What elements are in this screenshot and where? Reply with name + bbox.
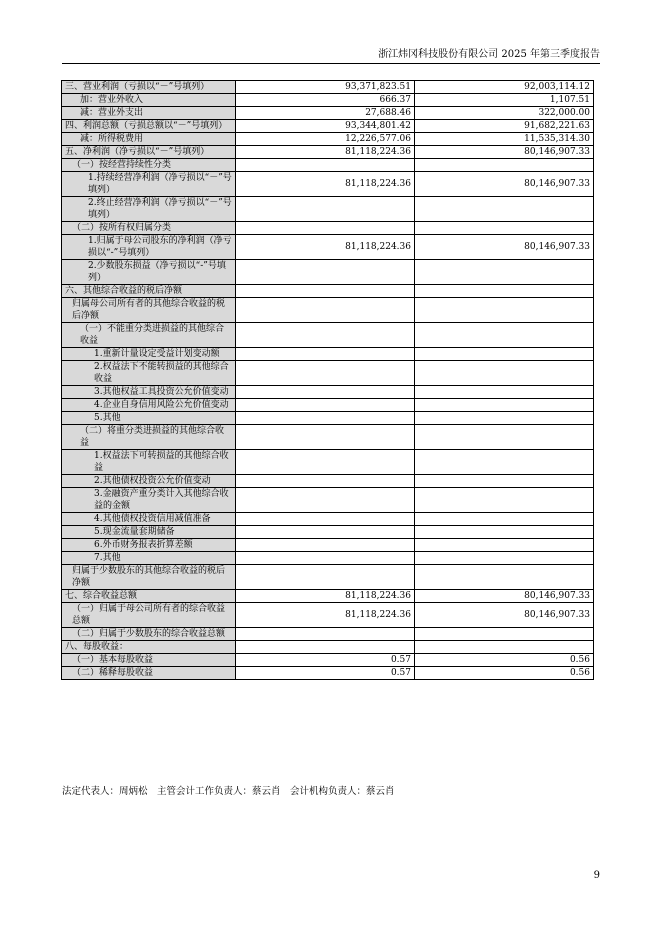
current-period-value: [236, 475, 415, 488]
table-row: [62, 513, 594, 526]
current-period-value: 81,118,224.36: [236, 590, 415, 603]
current-period-value: [236, 159, 415, 172]
table-row: [62, 235, 594, 260]
prior-period-value: [415, 539, 594, 552]
row-label: （一）不能重分类进损益的其他综合收益: [62, 323, 236, 348]
prior-period-value: 80,146,907.33: [415, 590, 594, 603]
table-row: [62, 450, 594, 475]
prior-period-value: 0.56: [415, 654, 594, 667]
current-period-value: 27,688.46: [236, 107, 415, 120]
report-header-title: 浙江炜冈科技股份有限公司 2025 年第三季度报告: [378, 49, 600, 60]
table-row: [62, 172, 594, 197]
row-label: （二）将重分类进损益的其他综合收益: [62, 425, 236, 450]
prior-period-value: 80,146,907.33: [415, 146, 594, 159]
row-label: 归属母公司所有者的其他综合收益的税后净额: [62, 298, 236, 323]
row-label: 减：营业外支出: [62, 107, 236, 120]
prior-period-value: [415, 425, 594, 450]
current-period-value: [236, 552, 415, 565]
prior-period-value: [415, 298, 594, 323]
prior-period-value: [415, 323, 594, 348]
table-row: [62, 386, 594, 399]
prior-period-value: [415, 641, 594, 654]
prior-period-value: [415, 628, 594, 641]
row-label: 六、其他综合收益的税后净额: [62, 285, 236, 298]
prior-period-value: [415, 386, 594, 399]
prior-period-value: 11,535,314.30: [415, 133, 594, 146]
prior-period-value: [415, 526, 594, 539]
row-label: 2.其他债权投资公允价值变动: [62, 475, 236, 488]
income-statement-body: [62, 81, 594, 680]
current-period-value: [236, 298, 415, 323]
row-label: 归属于少数股东的其他综合收益的税后净额: [62, 565, 236, 590]
prior-period-value: [415, 361, 594, 386]
income-statement-table: [61, 80, 594, 680]
row-label: 2.少数股东损益（净亏损以“-”号填列）: [62, 260, 236, 285]
prior-period-value: [415, 348, 594, 361]
row-label: 1.持续经营净利润（净亏损以“－”号填列）: [62, 172, 236, 197]
prior-period-value: [415, 513, 594, 526]
row-label: 4.企业自身信用风险公允价值变动: [62, 399, 236, 412]
current-period-value: 666.37: [236, 94, 415, 107]
table-row: [62, 133, 594, 146]
current-period-value: 81,118,224.36: [236, 235, 415, 260]
row-label: （一）按经营持续性分类: [62, 159, 236, 172]
current-period-value: 81,118,224.36: [236, 603, 415, 628]
table-row: [62, 298, 594, 323]
prior-period-value: [415, 285, 594, 298]
current-period-value: [236, 285, 415, 298]
current-period-value: [236, 488, 415, 513]
current-period-value: [236, 348, 415, 361]
table-row: [62, 94, 594, 107]
prior-period-value: [415, 475, 594, 488]
current-period-value: [236, 526, 415, 539]
current-period-value: [236, 197, 415, 222]
prior-period-value: [415, 552, 594, 565]
row-label: 三、营业利润（亏损以“－”号填列）: [62, 81, 236, 94]
table-row: [62, 323, 594, 348]
prior-period-value: 1,107.51: [415, 94, 594, 107]
row-label: 4.其他债权投资信用减值准备: [62, 513, 236, 526]
table-row: [62, 159, 594, 172]
current-period-value: [236, 222, 415, 235]
current-period-value: 81,118,224.36: [236, 172, 415, 197]
current-period-value: 81,118,224.36: [236, 146, 415, 159]
table-row: [62, 197, 594, 222]
current-period-value: [236, 399, 415, 412]
current-period-value: [236, 628, 415, 641]
table-row: [62, 285, 594, 298]
prior-period-value: [415, 197, 594, 222]
table-row: [62, 667, 594, 680]
current-period-value: [236, 450, 415, 475]
table-row: [62, 654, 594, 667]
row-label: 3.金融资产重分类计入其他综合收益的金额: [62, 488, 236, 513]
row-label: 1.权益法下可转损益的其他综合收益: [62, 450, 236, 475]
table-row: [62, 425, 594, 450]
table-row: [62, 475, 594, 488]
row-label: 减：所得税费用: [62, 133, 236, 146]
current-period-value: [236, 425, 415, 450]
prior-period-value: 80,146,907.33: [415, 172, 594, 197]
table-row: [62, 120, 594, 133]
table-row: [62, 107, 594, 120]
prior-period-value: 92,003,114.12: [415, 81, 594, 94]
table-row: [62, 565, 594, 590]
row-label: 1.重新计量设定受益计划变动额: [62, 348, 236, 361]
current-period-value: [236, 412, 415, 425]
prior-period-value: 80,146,907.33: [415, 603, 594, 628]
prior-period-value: [415, 222, 594, 235]
prior-period-value: [415, 159, 594, 172]
prior-period-value: 80,146,907.33: [415, 235, 594, 260]
table-row: [62, 146, 594, 159]
page-number: 9: [593, 870, 600, 881]
row-label: 7.其他: [62, 552, 236, 565]
row-label: （二）按所有权归属分类: [62, 222, 236, 235]
row-label: （一）归属于母公司所有者的综合收益总额: [62, 603, 236, 628]
row-label: 3.其他权益工具投资公允价值变动: [62, 386, 236, 399]
prior-period-value: 322,000.00: [415, 107, 594, 120]
row-label: 2.权益法下不能转损益的其他综合收益: [62, 361, 236, 386]
row-label: 1.归属于母公司股东的净利润（净亏损以“-”号填列）: [62, 235, 236, 260]
table-row: [62, 628, 594, 641]
row-label: 5.其他: [62, 412, 236, 425]
current-period-value: 12,226,577.06: [236, 133, 415, 146]
row-label: 加：营业外收入: [62, 94, 236, 107]
prior-period-value: [415, 412, 594, 425]
table-row: [62, 641, 594, 654]
current-period-value: [236, 565, 415, 590]
row-label: （二）归属于少数股东的综合收益总额: [62, 628, 236, 641]
current-period-value: [236, 323, 415, 348]
row-label: 七、综合收益总额: [62, 590, 236, 603]
table-row: [62, 361, 594, 386]
row-label: 五、净利润（净亏损以“－”号填列）: [62, 146, 236, 159]
table-row: [62, 488, 594, 513]
prior-period-value: [415, 450, 594, 475]
current-period-value: [236, 539, 415, 552]
current-period-value: [236, 260, 415, 285]
current-period-value: [236, 513, 415, 526]
prior-period-value: 91,682,221.63: [415, 120, 594, 133]
table-row: [62, 539, 594, 552]
current-period-value: 0.57: [236, 654, 415, 667]
row-label: 2.终止经营净利润（净亏损以“－”号填列）: [62, 197, 236, 222]
table-row: [62, 348, 594, 361]
header-rule: [62, 63, 600, 64]
current-period-value: [236, 386, 415, 399]
prior-period-value: [415, 399, 594, 412]
current-period-value: 93,344,801.42: [236, 120, 415, 133]
table-row: [62, 526, 594, 539]
current-period-value: [236, 361, 415, 386]
row-label: （二）稀释每股收益: [62, 667, 236, 680]
current-period-value: 0.57: [236, 667, 415, 680]
table-row: [62, 412, 594, 425]
current-period-value: 93,371,823.51: [236, 81, 415, 94]
prior-period-value: [415, 260, 594, 285]
prior-period-value: [415, 488, 594, 513]
table-row: [62, 590, 594, 603]
table-row: [62, 552, 594, 565]
prior-period-value: 0.56: [415, 667, 594, 680]
table-row: [62, 81, 594, 94]
table-row: [62, 222, 594, 235]
current-period-value: [236, 641, 415, 654]
table-row: [62, 603, 594, 628]
row-label: 四、利润总额（亏损总额以“－”号填列）: [62, 120, 236, 133]
row-label: 八、每股收益：: [62, 641, 236, 654]
signature-line: 法定代表人：周炳松 主管会计工作负责人：蔡云肖 会计机构负责人：蔡云肖: [62, 786, 395, 797]
row-label: 5.现金流量套期储备: [62, 526, 236, 539]
table-row: [62, 260, 594, 285]
table-row: [62, 399, 594, 412]
row-label: 6.外币财务报表折算差额: [62, 539, 236, 552]
row-label: （一）基本每股收益: [62, 654, 236, 667]
prior-period-value: [415, 565, 594, 590]
